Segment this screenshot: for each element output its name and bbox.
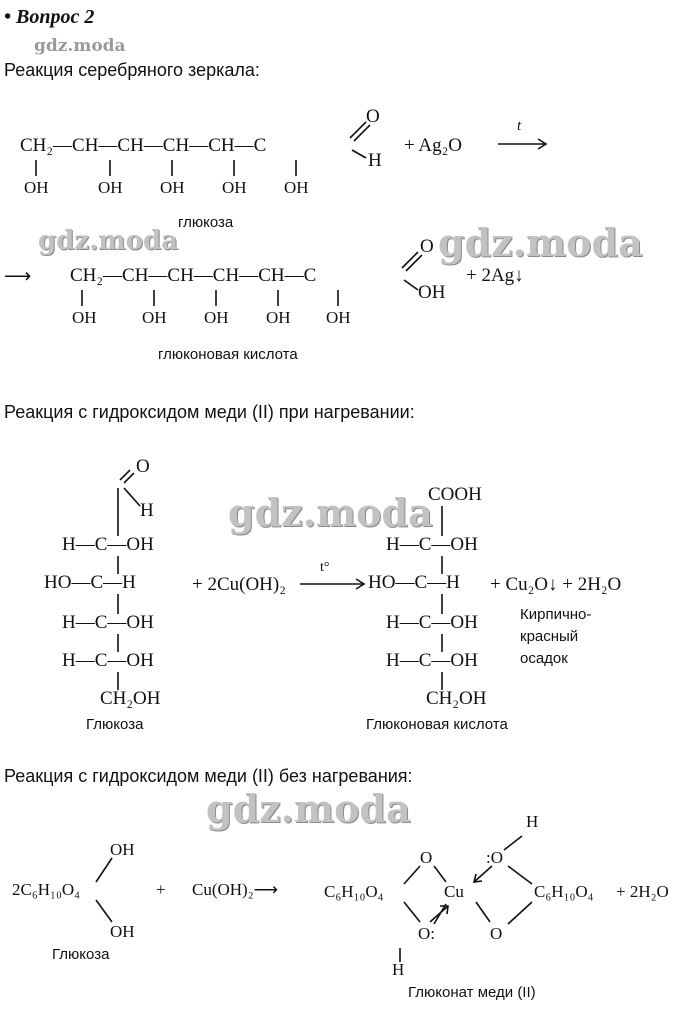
fischer-left-ch2oh: CH₂OH bbox=[100, 688, 161, 709]
reaction-arrow-2: ⟶ bbox=[4, 266, 32, 287]
fischer-right-row-4: H—C—OH bbox=[386, 650, 478, 671]
gluconic-caption-1: глюконовая кислота bbox=[158, 346, 298, 363]
aldehyde-hydrogen: H bbox=[368, 150, 382, 171]
plus-3: + bbox=[156, 880, 166, 899]
fischer-left-row-4: H—C—OH bbox=[62, 650, 154, 671]
chelate-right-c6: C₆H₁₀O₄ bbox=[534, 882, 594, 901]
oh2-5: OH bbox=[326, 308, 351, 327]
glucose-caption-2: Глюкоза bbox=[86, 716, 144, 733]
question-heading: • Вопрос 2 bbox=[4, 6, 95, 28]
section-title-unheated: Реакция с гидроксидом меди (II) без нагревания: bbox=[4, 766, 413, 786]
glucose-caption-1: глюкоза bbox=[178, 214, 234, 231]
fischer-left-o: O bbox=[136, 456, 150, 477]
fischer-left-row-2: HO—C—H bbox=[44, 572, 136, 593]
watermark-3: gdz.moda bbox=[438, 220, 643, 265]
fischer-right-row-3: H—C—OH bbox=[386, 612, 478, 633]
section-title-silver-mirror: Реакция серебряного зеркала: bbox=[4, 60, 260, 80]
fischer-right-cooh: COOH bbox=[428, 484, 482, 505]
oh2-3: OH bbox=[204, 308, 229, 327]
fischer-left-h: H bbox=[140, 500, 154, 521]
silver-oxide-reagent: + Ag₂O bbox=[404, 135, 462, 156]
copper-gluconate-caption: Глюконат меди (II) bbox=[408, 984, 536, 1001]
silver-product: + 2Ag↓ bbox=[466, 265, 524, 286]
diol-oh-top: OH bbox=[110, 840, 135, 859]
watermark-small: gdz.moda bbox=[34, 36, 126, 56]
precipitate-note-2: красный bbox=[520, 628, 579, 645]
oh2-4: OH bbox=[266, 308, 291, 327]
aldehyde-oxygen: O bbox=[366, 106, 380, 127]
gluconic-chain: CH₂—CH—CH—CH—CH—C bbox=[70, 265, 317, 286]
copper-hydroxide-reagent: + 2Cu(OH)₂ bbox=[192, 574, 286, 595]
fischer-right-ch2oh: CH₂OH bbox=[426, 688, 487, 709]
fischer-right-row-1: H—C—OH bbox=[386, 534, 478, 555]
acid-hydroxyl: OH bbox=[418, 282, 446, 303]
oh-4: OH bbox=[222, 178, 247, 197]
chelate-h-top-right: H bbox=[526, 812, 539, 831]
chelate-o-top-right: :O bbox=[486, 848, 503, 867]
oh-1: OH bbox=[24, 178, 49, 197]
oh2-1: OH bbox=[72, 308, 97, 327]
glucose-chain: CH₂—CH—CH—CH—CH—C bbox=[20, 135, 267, 156]
section-title-heated: Реакция с гидроксидом меди (II) при нагревании: bbox=[4, 402, 415, 422]
copper-hydroxide-reagent-3: Cu(OH)₂⟶ bbox=[192, 880, 279, 899]
chelate-h-bottom-left: H bbox=[392, 960, 405, 979]
chelate-copper: Cu bbox=[444, 882, 464, 901]
precipitate-note-3: осадок bbox=[520, 650, 568, 667]
oh-3: OH bbox=[160, 178, 185, 197]
glucose-caption-3: Глюкоза bbox=[52, 946, 110, 963]
chelate-o-top-left: O bbox=[420, 848, 433, 867]
precipitate-note-1: Кирпично- bbox=[520, 606, 592, 623]
watermark-2: gdz.moda bbox=[38, 226, 179, 256]
heat-label-1: t bbox=[517, 118, 522, 134]
oh-5: OH bbox=[284, 178, 309, 197]
heat-label-2: t° bbox=[320, 560, 330, 575]
chelate-o-bottom-right: O bbox=[490, 924, 503, 943]
fischer-left-row-3: H—C—OH bbox=[62, 612, 154, 633]
watermark-5: gdz.moda bbox=[206, 786, 411, 831]
acid-oxygen: O bbox=[420, 236, 434, 257]
oh-2: OH bbox=[98, 178, 123, 197]
fischer-right-row-2: HO—C—H bbox=[368, 572, 460, 593]
copper-oxide-products: + Cu₂O↓ + 2H₂O bbox=[490, 574, 622, 595]
glucose-formula: 2C₆H₁₀O₄ bbox=[12, 880, 81, 899]
watermark-4: gdz.moda bbox=[228, 490, 433, 535]
diol-oh-bottom: OH bbox=[110, 922, 135, 941]
gluconic-caption-2: Глюконовая кислота bbox=[366, 716, 508, 733]
oh2-2: OH bbox=[142, 308, 167, 327]
chelate-left-c6: C₆H₁₀O₄ bbox=[324, 882, 384, 901]
chelate-o-bottom-left: O: bbox=[418, 924, 435, 943]
fischer-left-row-1: H—C—OH bbox=[62, 534, 154, 555]
water-product-3: + 2H₂O bbox=[616, 882, 669, 901]
